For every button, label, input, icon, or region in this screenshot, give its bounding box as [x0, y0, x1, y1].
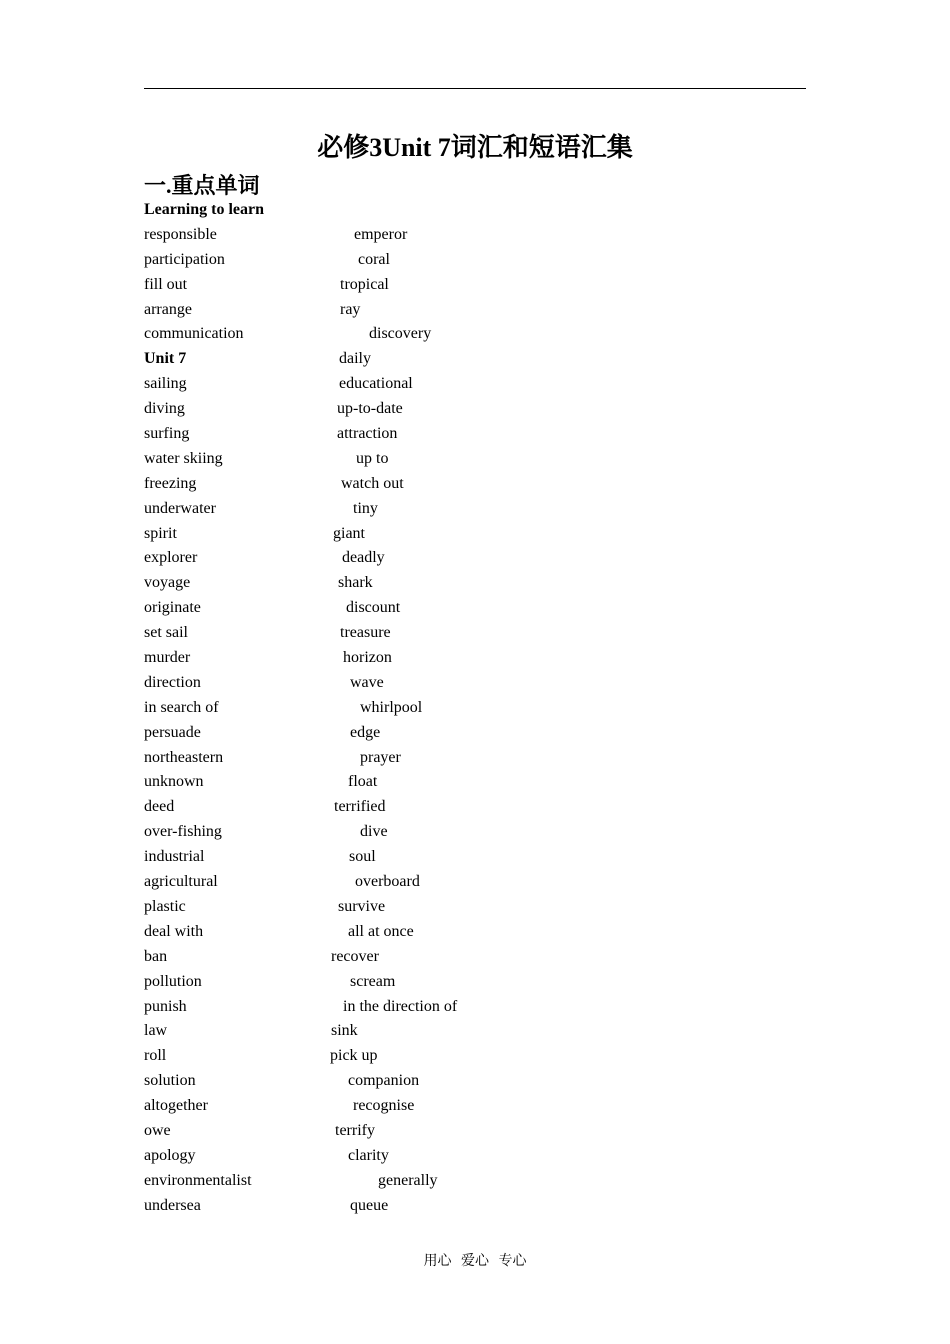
vocab-row	[144, 820, 644, 845]
vocab-right-term: giant	[333, 524, 365, 542]
vocab-row	[144, 945, 644, 970]
vocab-left-term: communication	[144, 325, 244, 343]
vocab-right-term: generally	[378, 1171, 438, 1189]
vocab-right-term: scream	[350, 972, 396, 990]
vocab-row	[144, 770, 644, 795]
vocab-left-term: Unit 7	[144, 350, 187, 368]
vocab-right-term: recover	[331, 947, 379, 965]
vocab-left-term: responsible	[144, 225, 217, 243]
vocab-row	[144, 447, 644, 472]
vocab-left-term: murder	[144, 649, 191, 667]
vocab-row	[144, 970, 644, 995]
vocab-row	[144, 497, 644, 522]
vocab-row	[144, 546, 644, 571]
vocab-left-term: fill out	[144, 275, 188, 293]
vocab-row	[144, 646, 644, 671]
vocab-left-term: underwater	[144, 499, 216, 517]
vocab-left-term: ban	[144, 947, 168, 965]
vocab-right-term: edge	[350, 723, 381, 741]
vocab-row	[144, 472, 644, 497]
vocab-right-term: terrified	[334, 798, 386, 816]
vocab-right-term: ray	[340, 300, 361, 318]
vocab-left-term: arrange	[144, 300, 192, 318]
vocab-right-term: horizon	[343, 649, 392, 667]
vocab-row	[144, 795, 644, 820]
vocab-right-term: queue	[350, 1196, 389, 1214]
vocab-right-term: daily	[339, 350, 371, 368]
vocabulary-list	[144, 198, 644, 1219]
vocab-row	[144, 746, 644, 771]
vocab-right-term: overboard	[355, 873, 420, 891]
vocab-right-term: deadly	[342, 549, 385, 567]
vocab-right-term: watch out	[341, 474, 404, 492]
vocab-left-term: altogether	[144, 1097, 208, 1115]
vocab-left-term: surfing	[144, 425, 190, 443]
vocab-right-term: up to	[356, 449, 389, 467]
vocab-left-term: water skiing	[144, 449, 223, 467]
vocab-row	[144, 621, 644, 646]
vocab-row	[144, 1169, 644, 1194]
vocab-left-term: participation	[144, 250, 225, 268]
vocab-right-term: terrify	[335, 1121, 375, 1139]
vocab-left-term: solution	[144, 1072, 196, 1090]
header-rule	[144, 88, 806, 89]
vocab-left-term: direction	[144, 673, 201, 691]
vocab-row	[144, 322, 644, 347]
vocab-right-term: educational	[339, 375, 413, 393]
vocab-row	[144, 920, 644, 945]
vocab-left-term: undersea	[144, 1196, 201, 1214]
vocab-left-term: northeastern	[144, 748, 224, 766]
vocab-row	[144, 522, 644, 547]
vocab-row	[144, 298, 644, 323]
vocab-row	[144, 223, 644, 248]
vocab-left-term: Learning to learn	[144, 201, 264, 218]
vocab-row	[144, 696, 644, 721]
vocab-left-term: plastic	[144, 897, 186, 915]
vocab-left-term: apology	[144, 1146, 196, 1164]
vocab-left-term: deal with	[144, 922, 204, 940]
vocab-left-term: pollution	[144, 972, 202, 990]
vocab-right-term: discount	[346, 599, 401, 617]
vocab-left-term: in search of	[144, 698, 219, 716]
page-footer: 用心 爱心 专心	[423, 1254, 527, 1269]
vocab-left-term: over-fishing	[144, 823, 222, 841]
vocab-right-term: whirlpool	[360, 698, 423, 716]
vocab-left-term: industrial	[144, 848, 205, 866]
vocab-row	[144, 721, 644, 746]
vocab-row	[144, 596, 644, 621]
vocab-left-term: environmentalist	[144, 1171, 252, 1189]
vocab-right-term: sink	[331, 1022, 358, 1040]
vocab-left-term: owe	[144, 1121, 171, 1139]
vocab-right-term: dive	[360, 823, 388, 841]
vocab-row	[144, 372, 644, 397]
vocab-left-term: voyage	[144, 574, 191, 592]
vocab-row	[144, 1144, 644, 1169]
vocab-left-term: agricultural	[144, 873, 218, 891]
vocab-right-term: in the direction of	[343, 997, 458, 1015]
vocab-right-term: up-to-date	[337, 400, 403, 418]
vocab-right-term: recognise	[353, 1097, 415, 1115]
vocab-row	[144, 1069, 644, 1094]
vocab-right-term: pick up	[330, 1047, 378, 1065]
vocab-row	[144, 845, 644, 870]
vocab-right-term: tiny	[353, 499, 378, 517]
vocab-left-term: set sail	[144, 624, 188, 642]
vocab-left-term: persuade	[144, 723, 201, 741]
vocab-row	[144, 870, 644, 895]
vocab-row	[144, 1194, 644, 1219]
vocab-left-term: deed	[144, 798, 175, 816]
vocab-right-term: survive	[338, 897, 386, 915]
vocab-right-term: shark	[338, 574, 373, 592]
vocab-right-term: tropical	[340, 275, 389, 293]
vocab-row	[144, 397, 644, 422]
vocab-right-term: emperor	[354, 225, 408, 243]
vocab-row	[144, 198, 644, 223]
vocab-row	[144, 422, 644, 447]
vocab-row	[144, 1019, 644, 1044]
vocab-left-term: sailing	[144, 375, 187, 393]
vocab-row	[144, 995, 644, 1020]
vocab-left-term: roll	[144, 1047, 167, 1065]
vocab-right-term: prayer	[360, 748, 401, 766]
vocab-left-term: freezing	[144, 474, 197, 492]
vocab-right-term: soul	[349, 848, 376, 866]
vocab-right-term: clarity	[348, 1146, 389, 1164]
vocab-left-term: unknown	[144, 773, 204, 791]
vocab-left-term: explorer	[144, 549, 198, 567]
vocab-left-term: originate	[144, 599, 201, 617]
vocab-row	[144, 671, 644, 696]
vocab-left-term: punish	[144, 997, 187, 1015]
vocab-row	[144, 571, 644, 596]
vocab-row	[144, 1044, 644, 1069]
vocab-left-term: spirit	[144, 524, 177, 542]
vocab-row	[144, 273, 644, 298]
vocab-right-term: all at once	[348, 922, 414, 940]
vocab-row	[144, 248, 644, 273]
vocab-right-term: attraction	[337, 425, 398, 443]
vocab-right-term: treasure	[340, 624, 391, 642]
vocab-row	[144, 1094, 644, 1119]
document-title: 必修3Unit 7词汇和短语汇集	[317, 133, 633, 162]
vocab-left-term: diving	[144, 400, 185, 418]
section-heading: 一.重点单词	[144, 173, 260, 198]
vocab-row	[144, 895, 644, 920]
vocab-row	[144, 347, 644, 372]
vocab-left-term: law	[144, 1022, 168, 1040]
vocab-right-term: coral	[358, 250, 390, 268]
vocab-right-term: discovery	[369, 325, 432, 343]
vocab-right-term: float	[348, 773, 378, 791]
vocab-right-term: wave	[350, 673, 384, 691]
vocab-row	[144, 1119, 644, 1144]
vocab-right-term: companion	[348, 1072, 420, 1090]
